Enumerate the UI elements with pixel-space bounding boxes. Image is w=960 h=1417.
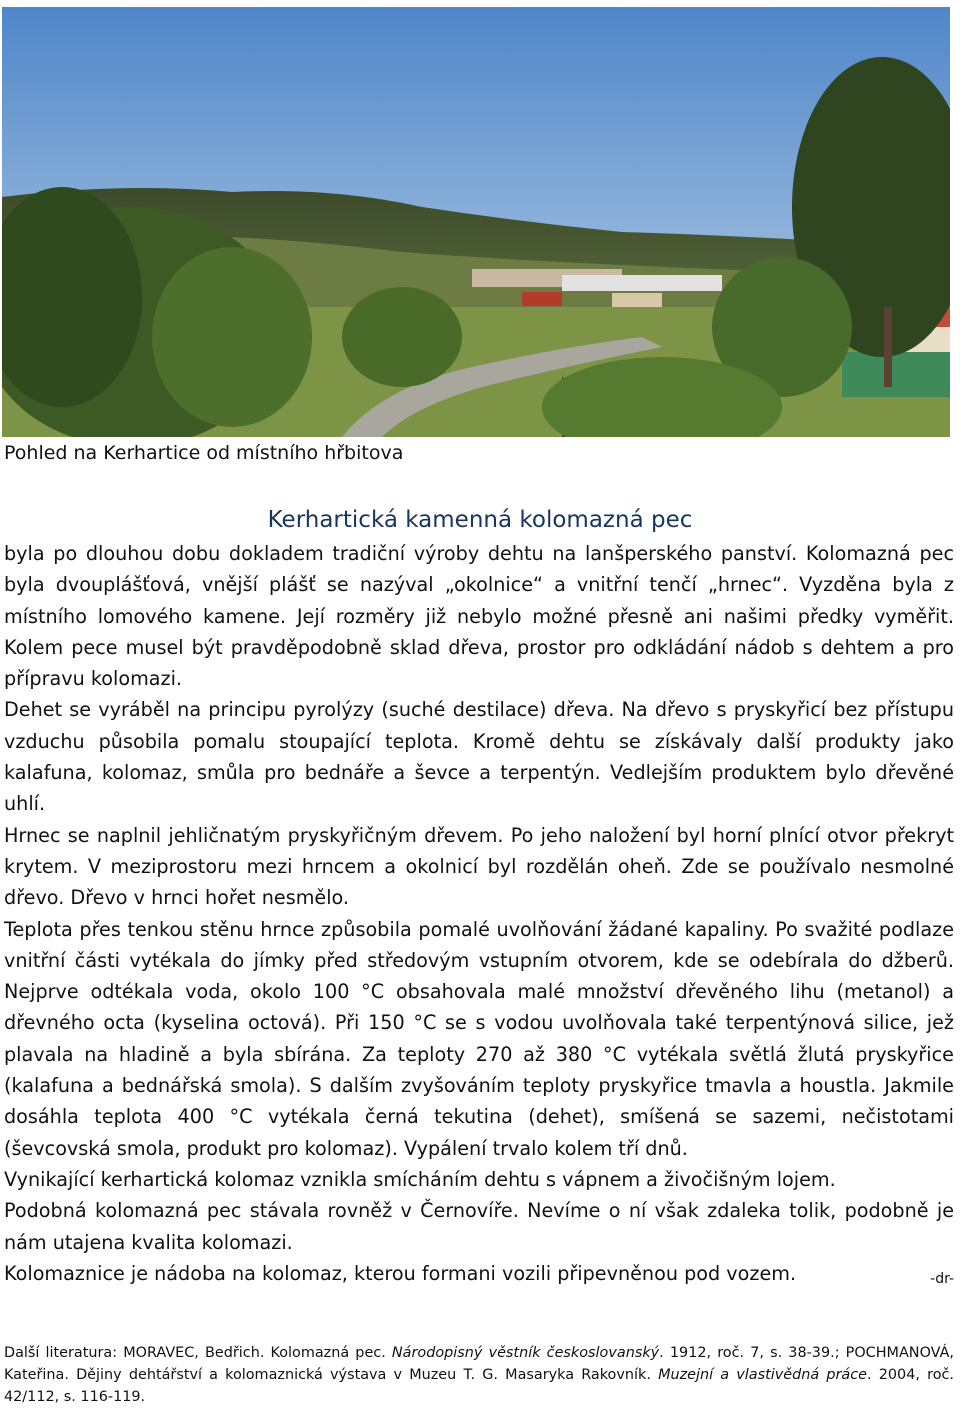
article-body bbox=[4, 538, 954, 1295]
paragraph: Dehet se vyráběl na principu pyrolýzy (suché destilace) dřeva. Na dřevo s pryskyřicí bez přístupu vzduchu působila pomalu stoupající teplota. Kromě dehtu se získávaly další produkty jako kalafuna, kolomaz, smůla pro bednáře a ševce a terpentýn. Vedlejším produktem bylo dřevěné uhlí. bbox=[4, 698, 954, 816]
author-signature: -dr- bbox=[930, 1270, 954, 1287]
references bbox=[4, 1342, 954, 1408]
paragraph: Podobná kolomazná pec stávala rovněž v Černovíře. Nevíme o ní však zdaleka tolik, podobně je nám utajena kvalita kolomazi. bbox=[4, 1199, 954, 1254]
paragraph: Vynikající kerhartická kolomaz vznikla smícháním dehtu s vápnem a živočišným lojem. bbox=[4, 1167, 836, 1191]
paragraph: Hrnec se naplnil jehličnatým pryskyřičným dřevem. Po jeho naložení byl horní plnící otvor překryt krytem. V meziprostoru mezi hrncem a okolnicí byl rozdělán oheň. Zde se používalo nesmolné dřevo. Dřevo v hrnci hořet nesmělo. bbox=[4, 823, 954, 910]
paragraph-text: Kolomaznice je nádoba na kolomaz, kterou formani vozili připevněnou pod vozem. bbox=[4, 1261, 797, 1285]
last-paragraph bbox=[4, 1258, 954, 1289]
photo-caption: Pohled na Kerhartice od místního hřbitova bbox=[4, 442, 404, 464]
reference-text: . 2004, roč. 42/112, s. 116-119. bbox=[4, 1367, 954, 1405]
paragraph: Teplota přes tenkou stěnu hrnce způsobila pomalé uvolňování žádané kapaliny. Po svažité podlaze vnitřní části vytékala do jímky před středovým vstupním otvorem, kde se odebírala do džberů. Nejprve odtékala voda, okolo 100 °C obsahovala malé množství dřevěného lihu (metanol) a dřevného octa (kyselina octová). Při 150 °C se s vodou uvolňovala také terpentýnová silice, jež plavala na hladině a byla sbírána. Za teploty 270 až 380 °C vytékala světlá žlutá pryskyřice (kalafuna a bednářská smola). S dalším zvyšováním teploty pryskyřice tmavla a houstla. Jakmile dosáhla teplota 400 °C vytékala černá tekutina (dehet), smíšená se sazemi, nečistotami (ševcovská smola, produkt pro kolomaz). Vypálení trvalo kolem tří dnů. bbox=[4, 917, 954, 1160]
reference-journal: Muzejní a vlastivědná práce bbox=[658, 1367, 867, 1383]
reference-journal: Národopisný věstník českoslovanský bbox=[391, 1345, 660, 1361]
landscape-photo bbox=[2, 7, 950, 437]
article-title: Kerhartická kamenná kolomazná pec bbox=[267, 507, 693, 533]
reference-text: Další literatura: MORAVEC, Bedřich. Kolomazná pec. bbox=[4, 1345, 392, 1361]
paragraph: byla po dlouhou dobu dokladem tradiční výroby dehtu na lanšperského panství. Kolomazná pec byla dvouplášťová, vnější plášť se nazýval „okolnice“ a vnitřní tenčí „hrnec“. Vyzděna byla z místního lomového kamene. Její rozměry již nebylo možné přesně ani našimi předky vyměřit. Kolem pece musel být pravděpodobně sklad dřeva, prostor pro odkládání nádob s dehtem a pro přípravu kolomazi. bbox=[4, 542, 954, 691]
reference-text: . 1912, roč. 7, s. 38-39.; POCHMANOVÁ, Kateřina. Dějiny dehtářství a kolomaznická výstava v Muzeu T. G. Masaryka Rakovník. bbox=[4, 1345, 954, 1383]
